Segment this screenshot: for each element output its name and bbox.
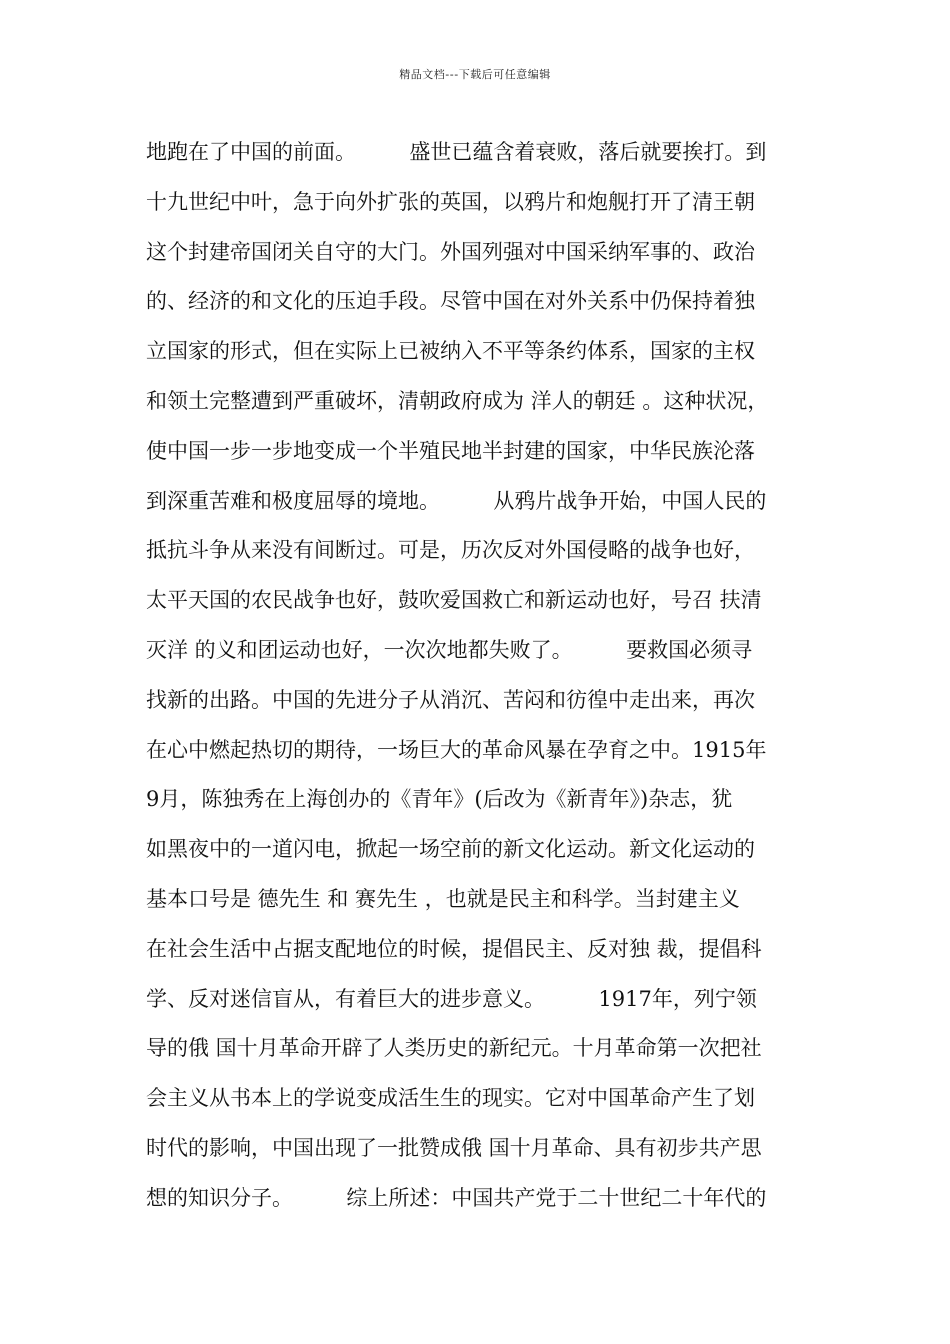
text-line: 如黑夜中的一道闪电，掀起一场空前的新文化运动。新文化运动的 — [146, 837, 755, 862]
text-line: 9月，陈独秀在上海创办的《青年》(后改为《新青年》)杂志，犹 — [146, 787, 733, 812]
text-line: 想的知识分子。 综上所述：中国共产党于二十世纪二十年代的 — [146, 1185, 767, 1210]
text-line: 在心中燃起热切的期待，一场巨大的革命风暴在孕育之中。1915年 — [146, 737, 767, 762]
text-line: 导的俄 国十月革命开辟了人类历史的新纪元。十月革命第一次把社 — [146, 1036, 762, 1061]
text-line: 使中国一步一步地变成一个半殖民地半封建的国家，中华民族沦落 — [146, 438, 755, 463]
text-line: 抵抗斗争从来没有间断过。可是，历次反对外国侵略的战争也好， — [146, 538, 755, 563]
text-line: 找新的出路。中国的先进分子从消沉、苦闷和彷徨中走出来，再次 — [146, 687, 755, 712]
text-line: 地跑在了中国的前面。 盛世已蕴含着衰败，落后就要挨打。到 — [146, 140, 767, 164]
text-line: 学、反对迷信盲从，有着巨大的进步意义。 1917年，列宁领 — [146, 986, 757, 1011]
body-paragraph — [146, 134, 826, 1230]
text-line: 时代的影响，中国出现了一批赞成俄 国十月革命、具有初步共产思 — [146, 1135, 762, 1160]
text-line: 到深重苦难和极度屈辱的境地。 从鸦片战争开始，中国人民的 — [146, 488, 767, 513]
text-line: 立国家的形式，但在实际上已被纳入不平等条约体系，国家的主权 — [146, 339, 755, 364]
text-line: 在社会生活中占据支配地位的时候，提倡民主、反对独 裁，提倡科 — [146, 936, 762, 961]
text-line: 和领土完整遭到严重破坏，清朝政府成为 洋人的朝廷 。这种状况， — [146, 388, 769, 413]
text-line: 太平天国的农民战争也好，鼓吹爱国救亡和新运动也好，号召 扶清 — [146, 588, 762, 613]
text-line: 基本口号是 德先生 和 赛先生 ，也就是民主和科学。当封建主义 — [146, 886, 740, 911]
text-line: 会主义从书本上的学说变成活生生的现实。它对中国革命产生了划 — [146, 1086, 755, 1111]
text-line: 的、经济的和文化的压迫手段。尽管中国在对外关系中仍保持着独 — [146, 289, 755, 314]
text-line: 十九世纪中叶，急于向外扩张的英国，以鸦片和炮舰打开了清王朝 — [146, 189, 755, 214]
page-header: 精品文档---下载后可任意编辑 — [399, 68, 551, 81]
text-line: 这个封建帝国闭关自守的大门。外国列强对中国采纳军事的、政治 — [146, 239, 755, 264]
text-line: 灭洋 的义和团运动也好，一次次地都失败了。 要救国必须寻 — [146, 637, 753, 662]
